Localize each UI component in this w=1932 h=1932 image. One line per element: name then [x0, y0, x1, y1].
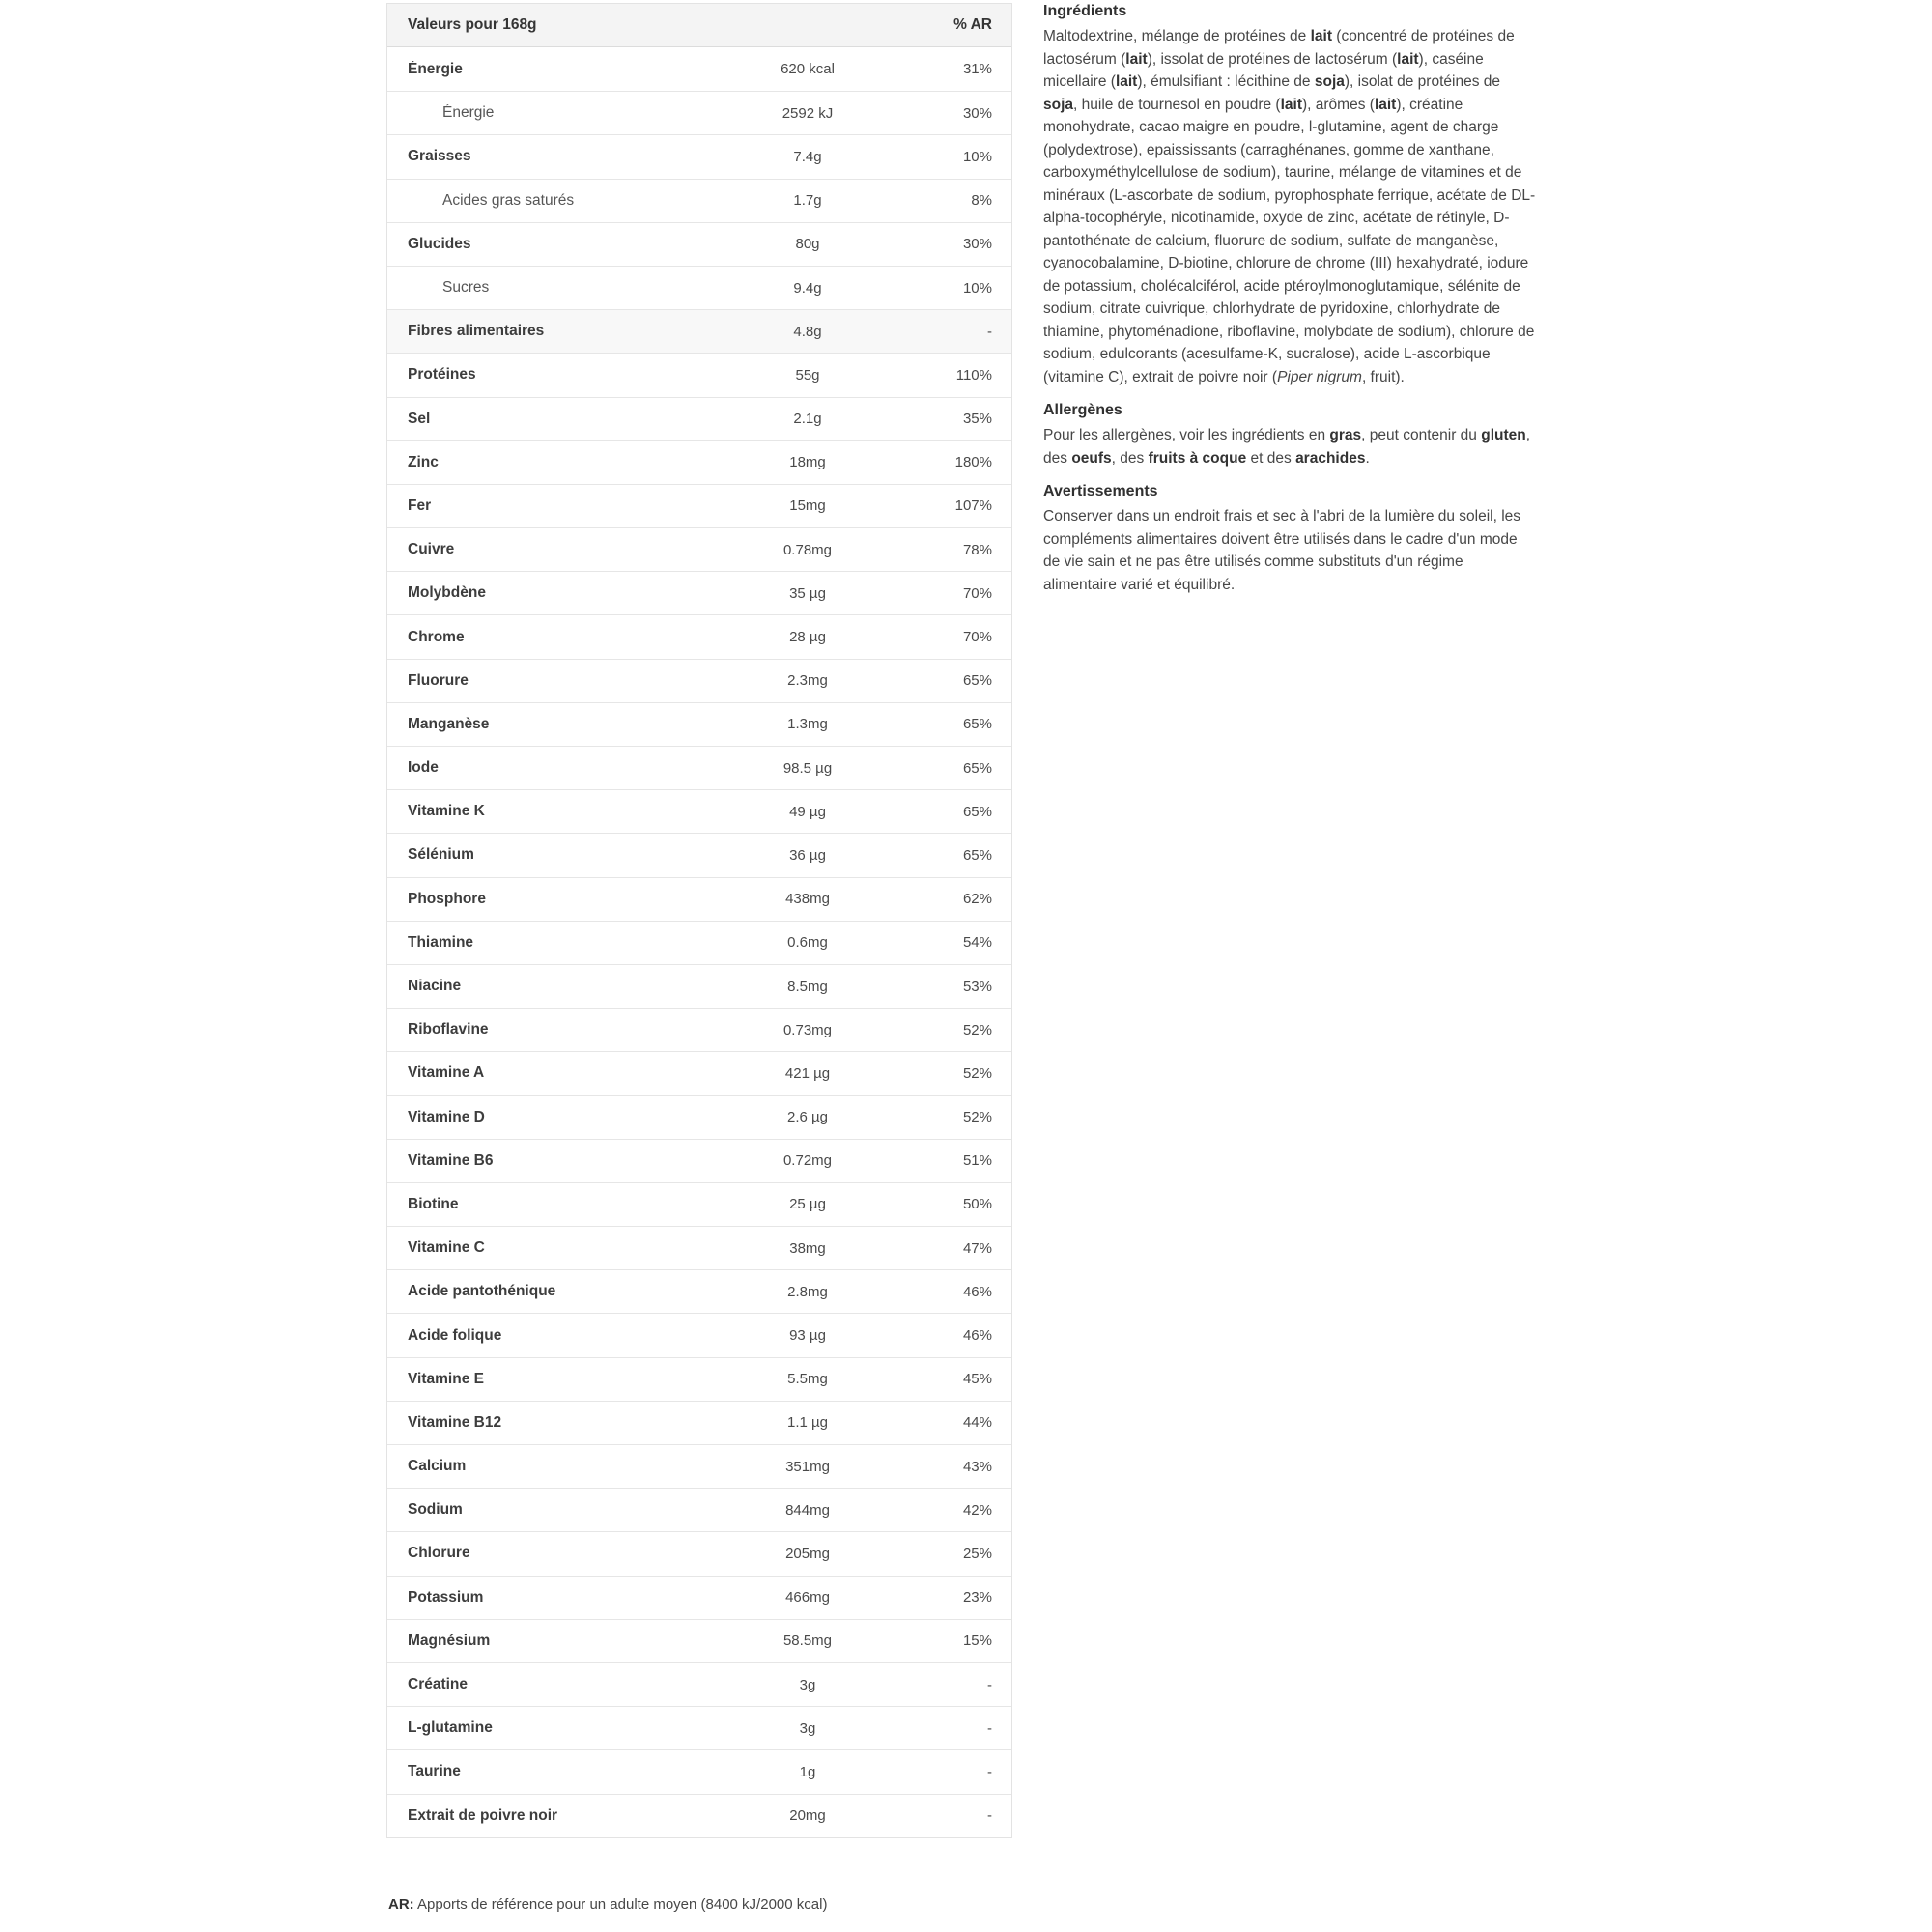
table-row	[387, 746, 1011, 789]
table-row	[387, 789, 1011, 833]
nutrient-value: 36 µg	[789, 846, 826, 864]
nutrient-value: 2.3mg	[787, 672, 828, 690]
nutrient-pct: 35%	[962, 411, 992, 428]
nutrient-pct: 30%	[962, 236, 992, 253]
table-row	[387, 1749, 1011, 1793]
table-row	[387, 1357, 1011, 1401]
nutrient-pct: 110%	[955, 366, 992, 384]
nutrition-table	[386, 3, 1012, 1838]
section-allergenes	[1043, 400, 1538, 469]
table-row	[387, 440, 1011, 484]
nutrient-pct: 30%	[962, 104, 992, 122]
nutrient-label: Énergie	[442, 104, 495, 122]
nutrient-value: 1.3mg	[787, 716, 828, 733]
nutrient-value: 2.6 µg	[786, 1109, 828, 1126]
nutrient-label: Fer	[408, 497, 432, 514]
nutrient-label: Phosphore	[408, 890, 486, 907]
nutrient-label: Fibres alimentaires	[408, 323, 545, 340]
nutrient-pct: 65%	[962, 846, 992, 864]
nutrient-label: Fluorure	[408, 671, 469, 689]
nutrient-pct: 45%	[962, 1371, 992, 1388]
nutrient-pct: 15%	[962, 1633, 992, 1650]
nutrient-pct: 31%	[962, 61, 992, 78]
nutrient-label: Molybdène	[408, 584, 486, 602]
nutrient-pct: 65%	[962, 759, 992, 777]
nutrient-label: Manganèse	[408, 715, 490, 732]
product-info	[1043, 1, 1538, 608]
nutrient-label: Biotine	[408, 1195, 459, 1212]
table-row	[387, 1576, 1011, 1619]
table-row	[387, 1401, 1011, 1444]
section-avertissements	[1043, 481, 1538, 596]
nutrient-pct: -	[987, 1719, 992, 1737]
section-heading: Ingrédients	[1043, 3, 1127, 19]
nutrient-pct: 10%	[962, 148, 992, 165]
nutrient-pct: 46%	[962, 1327, 992, 1345]
nutrient-pct: 46%	[962, 1283, 992, 1300]
table-row	[387, 571, 1011, 614]
nutrient-value: 0.72mg	[782, 1152, 833, 1170]
nutrient-label: Acide pantothénique	[408, 1283, 556, 1300]
table-row	[387, 1706, 1011, 1749]
table-row	[387, 353, 1011, 396]
nutrient-value: 35 µg	[789, 584, 826, 602]
table-row	[387, 877, 1011, 921]
nutrient-value: 3g	[799, 1719, 816, 1737]
nutrient-pct: 51%	[962, 1152, 992, 1170]
table-row	[387, 47, 1011, 91]
nutrient-label: Vitamine A	[408, 1065, 485, 1082]
nutrient-pct: 180%	[954, 454, 992, 471]
table-row	[387, 1269, 1011, 1313]
nutrient-value: 38mg	[789, 1239, 826, 1257]
nutrient-value: 20mg	[789, 1807, 826, 1825]
nutrient-label: Thiamine	[408, 933, 474, 951]
nutrient-pct: 47%	[962, 1239, 992, 1257]
nutrient-label: Sucres	[442, 279, 490, 297]
nutrient-pct: 44%	[962, 1414, 992, 1432]
table-header-label: Valeurs pour 168g	[408, 16, 537, 33]
table-row	[387, 179, 1011, 222]
nutrient-value: 205mg	[785, 1545, 830, 1562]
section-heading: Avertissements	[1043, 483, 1158, 499]
nutrient-label: Énergie	[408, 60, 463, 77]
section-heading: Allergènes	[1043, 402, 1122, 418]
nutrient-value: 28 µg	[789, 629, 826, 646]
nutrient-value: 1.1 µg	[786, 1414, 828, 1432]
nutrient-pct: -	[987, 1676, 992, 1693]
table-header-row	[387, 4, 1011, 47]
table-row	[387, 397, 1011, 440]
nutrient-value: 25 µg	[789, 1196, 826, 1213]
nutrient-value: 8.5mg	[787, 978, 828, 995]
table-row	[387, 1139, 1011, 1182]
nutrient-value: 7.4g	[793, 148, 822, 165]
section-text: Pour les allergènes, voir les ingrédients en gras, peut contenir du gluten, des oeufs, des fruits à coque et des arachides.	[1043, 427, 1531, 467]
footnote-text: Apports de référence pour un adulte moyen (8400 kJ/2000 kcal)	[413, 1896, 828, 1913]
table-row	[387, 1444, 1011, 1488]
nutrient-label: Potassium	[408, 1588, 484, 1605]
nutrient-label: Chrome	[408, 628, 465, 645]
table-row	[387, 1095, 1011, 1139]
nutrient-value: 4.8g	[793, 323, 822, 340]
nutrient-pct: 52%	[962, 1065, 992, 1082]
nutrition-table-body	[387, 47, 1011, 1837]
reference-footnote	[388, 1896, 827, 1913]
table-row	[387, 266, 1011, 309]
nutrient-value: 2592 kJ	[781, 104, 834, 122]
nutrient-label: Sodium	[408, 1501, 463, 1519]
table-row	[387, 484, 1011, 527]
nutrient-pct: -	[987, 323, 992, 340]
nutrient-label: Chlorure	[408, 1545, 470, 1562]
nutrient-pct: 25%	[962, 1545, 992, 1562]
nutrient-pct: 54%	[962, 934, 992, 952]
nutrient-value: 421 µg	[784, 1065, 831, 1082]
nutrient-label: Zinc	[408, 453, 439, 470]
table-row	[387, 134, 1011, 178]
table-row	[387, 1226, 1011, 1269]
nutrient-pct: 10%	[962, 279, 992, 297]
nutrient-label: Magnésium	[408, 1632, 491, 1649]
nutrient-label: Acide folique	[408, 1326, 502, 1344]
nutrient-label: Extrait de poivre noir	[408, 1806, 558, 1824]
table-row	[387, 1182, 1011, 1226]
table-row	[387, 309, 1011, 353]
nutrient-pct: 65%	[962, 672, 992, 690]
nutrient-label: Sélénium	[408, 846, 474, 864]
nutrient-value: 620 kcal	[781, 61, 835, 78]
nutrient-pct: 42%	[962, 1501, 992, 1519]
table-row	[387, 921, 1011, 964]
nutrient-label: Vitamine B6	[408, 1151, 494, 1169]
nutrient-pct: 107%	[954, 497, 992, 515]
nutrient-pct: 23%	[962, 1589, 992, 1606]
section-text: Conserver dans un endroit frais et sec à l'abri de la lumière du soleil, les compléments alimentaires doivent être utilisés dans le cadre d'un mode de vie sain et ne pas être utilisés comme substituts d'un régime alimentaire varié et équilibré.	[1043, 508, 1521, 593]
table-row	[387, 1313, 1011, 1356]
nutrient-value: 80g	[795, 236, 820, 253]
nutrient-value: 58.5mg	[782, 1633, 833, 1650]
nutrient-value: 438mg	[785, 891, 830, 908]
nutrient-value: 0.6mg	[787, 934, 828, 952]
nutrient-label: Calcium	[408, 1458, 467, 1475]
table-row	[387, 833, 1011, 876]
nutrient-label: Taurine	[408, 1763, 461, 1780]
table-row	[387, 1619, 1011, 1662]
nutrient-value: 98.5 µg	[782, 759, 833, 777]
nutrient-pct: 43%	[962, 1458, 992, 1475]
nutrient-value: 351mg	[785, 1458, 830, 1475]
nutrient-value: 466mg	[785, 1589, 830, 1606]
nutrient-pct: 52%	[962, 1021, 992, 1038]
footnote-prefix: AR:	[388, 1896, 414, 1913]
table-row	[387, 1794, 1011, 1837]
table-row	[387, 659, 1011, 702]
nutrient-pct: 8%	[971, 192, 992, 210]
nutrient-label: Acides gras saturés	[442, 191, 575, 209]
nutrient-value: 2.1g	[793, 411, 822, 428]
nutrient-pct: 78%	[962, 541, 992, 558]
nutrient-value: 5.5mg	[787, 1371, 828, 1388]
nutrient-label: Cuivre	[408, 541, 455, 558]
table-row	[387, 527, 1011, 571]
table-row	[387, 1008, 1011, 1051]
nutrient-label: Vitamine C	[408, 1239, 485, 1257]
table-row	[387, 1051, 1011, 1094]
table-row	[387, 91, 1011, 134]
nutrient-pct: 70%	[962, 629, 992, 646]
nutrient-pct: 70%	[962, 584, 992, 602]
table-row	[387, 1488, 1011, 1531]
nutrient-label: Graisses	[408, 148, 471, 165]
nutrient-value: 15mg	[789, 497, 826, 515]
table-row	[387, 964, 1011, 1008]
nutrient-label: Créatine	[408, 1676, 469, 1693]
nutrient-value: 55g	[795, 366, 820, 384]
nutrient-pct: 50%	[962, 1196, 992, 1213]
nutrient-value: 93 µg	[789, 1327, 826, 1345]
nutrient-value: 1.7g	[793, 192, 822, 210]
nutrient-pct: 65%	[962, 716, 992, 733]
nutrient-label: Vitamine K	[408, 803, 485, 820]
table-row	[387, 222, 1011, 266]
nutrient-pct: 62%	[962, 891, 992, 908]
nutrient-value: 0.73mg	[782, 1021, 833, 1038]
table-row	[387, 614, 1011, 658]
table-row	[387, 1662, 1011, 1706]
nutrient-pct: 53%	[962, 978, 992, 995]
nutrient-value: 844mg	[785, 1501, 830, 1519]
nutrient-value: 49 µg	[789, 803, 826, 820]
nutrient-value: 9.4g	[793, 279, 822, 297]
nutrient-label: Vitamine B12	[408, 1413, 502, 1431]
nutrient-label: Protéines	[408, 366, 476, 384]
nutrient-label: Sel	[408, 410, 431, 427]
nutrient-value: 18mg	[789, 454, 826, 471]
nutrient-label: L-glutamine	[408, 1719, 493, 1737]
nutrient-value: 3g	[799, 1676, 816, 1693]
nutrient-value: 1g	[799, 1763, 816, 1780]
section-ingredients	[1043, 1, 1538, 388]
table-header-pct: % AR	[953, 16, 992, 33]
nutrient-label: Glucides	[408, 235, 471, 252]
nutrient-label: Riboflavine	[408, 1021, 489, 1038]
nutrient-pct: -	[987, 1807, 992, 1825]
nutrient-pct: 65%	[962, 803, 992, 820]
nutrient-label: Iode	[408, 759, 439, 777]
nutrient-label: Vitamine D	[408, 1108, 485, 1125]
section-text: Maltodextrine, mélange de protéines de lait (concentré de protéines de lactosérum (lait), issolat de protéines de lactosérum (lait), caséine micellaire (lait), émulsifiant : lécithine de soja), isolat de protéines de soja, huile de tournesol en poudre (lait), arômes (lait), créatine monohydrate, cacao maigre en poudre, l-glutamine, agent de charge (polydextrose), epaississants (carraghénanes, gomme de xanthane, carboxyméthylcellulose de sodium), taurine, mélange de vitamines et de minéraux (L-ascorbate de sodium, pyrophosphate ferrique, acétate de DL-alpha-tocophéryle, nicotinamide, oxyde de zinc, acétate de rétinyle, D-pantothénate de calcium, fluorure de sodium, sulfate de manganèse, cyanocobalamine, D-biotine, chlorure de chrome (III) hexahydraté, iodure de potassium, cholécalciférol, acide ptéroylmonoglutamique, sélénite de sodium, citrate cuivrique, chlorhydrate de pyridoxine, chlorhydrate de thiamine, phytoménadione, riboflavine, molybdate de sodium), chlorure de sodium, edulcorants (acesulfame-K, sucralose), acide L-ascorbique (vitamine C), extrait de poivre noir (Piper nigrum, fruit).	[1043, 28, 1536, 385]
nutrient-label: Niacine	[408, 978, 462, 995]
table-row	[387, 702, 1011, 746]
nutrient-value: 2.8mg	[787, 1283, 828, 1300]
nutrient-pct: -	[987, 1763, 992, 1780]
nutrient-value: 0.78mg	[782, 541, 833, 558]
table-row	[387, 1531, 1011, 1575]
nutrient-pct: 52%	[962, 1109, 992, 1126]
nutrient-label: Vitamine E	[408, 1370, 484, 1387]
